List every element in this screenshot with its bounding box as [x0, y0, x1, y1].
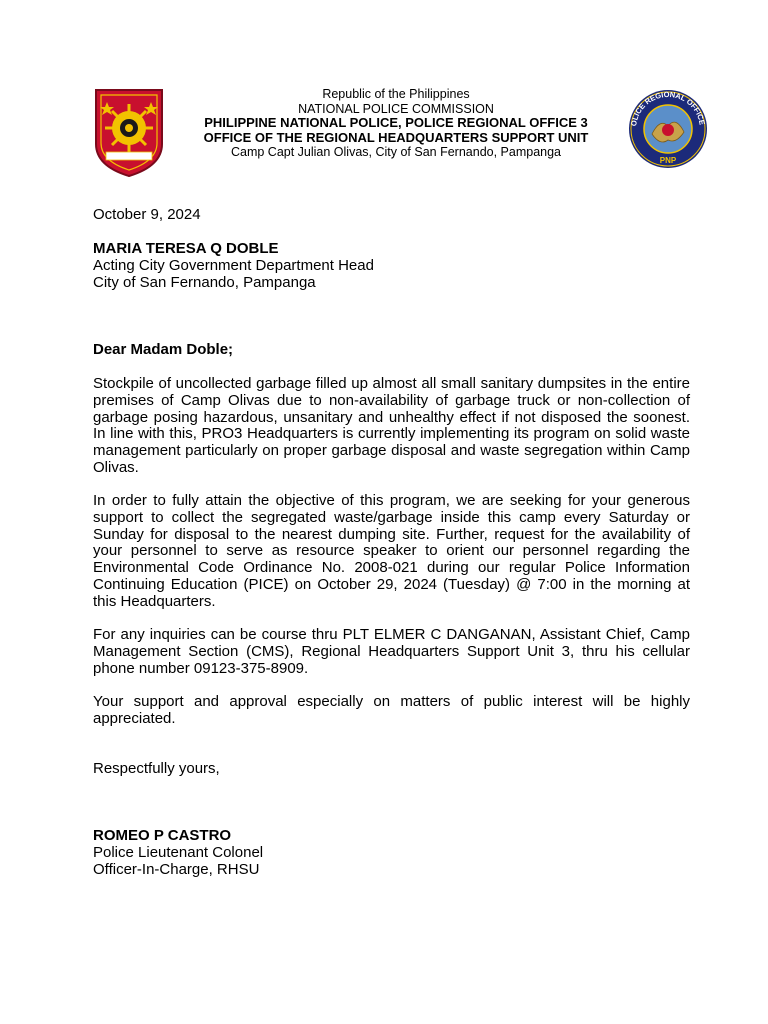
signatory-block [93, 828, 690, 878]
commission-line: NATIONAL POLICE COMMISSION [298, 101, 494, 116]
closing: Respectfully yours, [93, 760, 220, 777]
paragraph-2: In order to fully attain the objective of this program, we are seeking for your generous support to collect the segregated waste/garbage inside this camp every Saturday or Sunday for disposal to the nearest dumping site. Further, request for the availability of your personnel to serve as resource speaker to orient our personnel regarding the Environmental Code Ordinance No. 2008-021 during our regular Police Information Continuing Education (PICE) on October 29, 2024 (Tuesday) @ 7:00 in the morning at this Headquarters. [93, 492, 690, 610]
address-line: Camp Capt Julian Olivas, City of San Fernando, Pampanga [230, 145, 562, 159]
paragraph-4: Your support and approval especially on matters of public interest will be highly appreciated. [93, 693, 690, 727]
signatory-position: Officer-In-Charge, RHSU [93, 860, 260, 878]
recipient-name: MARIA TERESA Q DOBLE [93, 240, 279, 257]
letterhead [170, 87, 622, 160]
recipient-block [93, 241, 690, 291]
letter-date: October 9, 2024 [93, 206, 201, 223]
signatory-rank: Police Lieutenant Colonel [93, 843, 264, 861]
salutation: Dear Madam Doble; [93, 341, 234, 358]
paragraph-3: For any inquiries can be course thru PLT ELMER C DANGANAN, Assistant Chief, Camp Management Section (CMS), Regional Headquarters Support Unit 3, thru his cellular phone number 09123-375-8909. [93, 626, 690, 677]
recipient-location: City of San Fernando, Pampanga [93, 273, 316, 291]
paragraph-1: Stockpile of uncollected garbage filled up almost all small sanitary dumpsites in the entire premises of Camp Olivas due to non-availability of garbage truck or non-collection of garbage posing hazardous, unsanitary and unhealthy effect if not disposed the soonest. In line with this, PRO3 Headquarters is currently implementing its program on solid waste management particularly on proper garbage disposal and waste segregation within Camp Olivas. [93, 375, 690, 476]
office-line: PHILIPPINE NATIONAL POLICE, POLICE REGIONAL OFFICE 3 [204, 115, 588, 130]
republic-line: Republic of the Philippines [322, 87, 470, 101]
seal-ring-text: OLICE REGIONAL OFFICE [629, 89, 707, 127]
signatory-name: ROMEO P CASTRO [93, 827, 232, 844]
pnp-badge-icon [92, 86, 166, 178]
recipient-title: Acting City Government Department Head [93, 256, 374, 274]
pro3-seal-icon [622, 88, 714, 170]
unit-line: OFFICE OF THE REGIONAL HEADQUARTERS SUPPORT UNIT [203, 129, 589, 145]
seal-pnp-text: PNP [659, 156, 677, 165]
